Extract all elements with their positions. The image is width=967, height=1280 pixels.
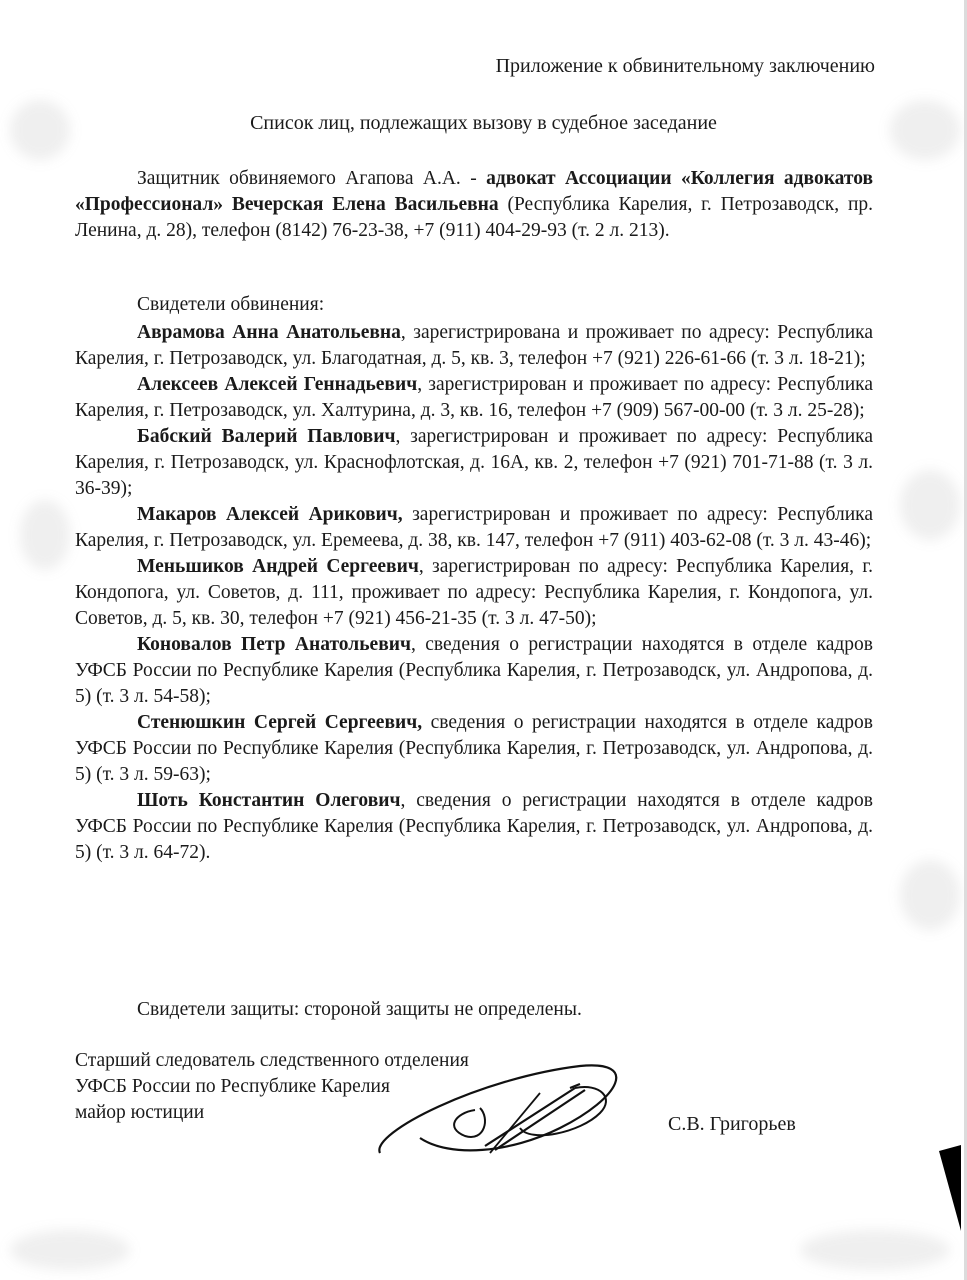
witness-details: , зарегистрирован по адресу: Республика Карелия, г. Кондопога, ул. Советов, д. 111, проживает по адресу: Республика Карелия, г. Кондопога, ул. Советов, д. 5, кв. 30, телефон +7 (921) 456-21-35 (т. 3 л. 47-50);	[75, 556, 874, 629]
defender-paragraph	[75, 166, 873, 244]
scan-smudge	[10, 1230, 130, 1270]
witness-details: , зарегистрирован и проживает по адресу: Республика Карелия, г. Петрозаводск, ул. Краснофлотская, д. 16А, кв. 2, телефон +7 (921) 701-71-88 (т. 3 л. 36-39);	[75, 426, 873, 499]
defender-intro: Защитник обвиняемого Агапова А.А. -	[137, 168, 487, 189]
witness-details: зарегистрирован и проживает по адресу: Республика Карелия, г. Петрозаводск, ул. Еремеева, д. 38, кв. 147, телефон +7 (911) 403-62-08 (т. 3 л. 43-46);	[75, 504, 873, 551]
witness-entry	[75, 424, 873, 502]
signatory-line: УФСБ России по Республике Карелия	[75, 1076, 390, 1097]
witness-name: Меньшиков Андрей Сергеевич	[137, 556, 419, 577]
scan-smudge	[20, 500, 70, 570]
witness-name: Макаров Алексей Арикович,	[137, 504, 403, 525]
witnesses-header: Свидетели обвинения:	[137, 294, 325, 315]
witness-name: Коновалов Петр Анатольевич	[137, 634, 411, 655]
witness-entry	[75, 788, 873, 866]
list-title	[0, 112, 967, 135]
signatory-name: С.В. Григорьев	[668, 1113, 796, 1135]
witness-entry	[75, 710, 873, 788]
signatory-line: Старший следователь следственного отделения	[75, 1050, 469, 1071]
witness-name: Бабский Валерий Павлович	[137, 426, 396, 447]
annex-title: Приложение к обвинительному заключению	[495, 55, 875, 77]
defense-witnesses: Свидетели защиты: стороной защиты не определены.	[137, 999, 582, 1020]
scan-smudge	[800, 1230, 950, 1270]
witness-entry	[75, 372, 873, 424]
witness-name: Шоть Константин Олегович	[137, 790, 401, 811]
defender-name: адвокат Ассоциации «Коллегия адвокатов «Профессионал» Вечерская Елена Васильевна	[75, 168, 873, 215]
witness-name: Стенюшкин Сергей Сергеевич,	[137, 712, 423, 733]
scan-smudge	[900, 860, 960, 930]
signatory-line: майор юстиции	[75, 1102, 205, 1123]
witness-details: , зарегистрирована и проживает по адресу: Республика Карелия, г. Петрозаводск, ул. Благодатная, д. 5, кв. 3, телефон +7 (921) 226-61-66 (т. 3 л. 18-21);	[75, 322, 873, 369]
witness-list	[75, 320, 873, 866]
list-title-text: Список лиц, подлежащих вызову в судебное заседание	[250, 112, 717, 134]
witness-details: , сведения о регистрации находятся в отделе кадров УФСБ России по Республике Карелия (Республика Карелия, г. Петрозаводск, ул. Андропова, д. 5) (т. 3 л. 64-72).	[75, 790, 874, 863]
scan-smudge	[900, 470, 960, 540]
witness-details: , зарегистрирован и проживает по адресу: Республика Карелия, г. Петрозаводск, ул. Халтурина, д. 3, кв. 16, телефон +7 (909) 567-00-00 (т. 3 л. 25-28);	[75, 374, 874, 421]
handwritten-signature	[360, 1058, 670, 1168]
scan-artifact	[937, 1143, 967, 1233]
witness-entry	[75, 320, 873, 372]
defender-details: (Республика Карелия, г. Петрозаводск, пр. Ленина, д. 28), телефон (8142) 76-23-38, +7 (911) 404-29-93 (т. 2 л. 213).	[75, 194, 874, 241]
witness-name: Алексеев Алексей Геннадьевич	[137, 374, 418, 395]
witness-entry	[75, 632, 873, 710]
witness-details: сведения о регистрации находятся в отделе кадров УФСБ России по Республике Карелия (Республика Карелия, г. Петрозаводск, ул. Андропова, д. 5) (т. 3 л. 59-63);	[75, 712, 873, 785]
witness-name: Аврамова Анна Анатольевна	[137, 322, 401, 343]
witness-entry	[75, 554, 873, 632]
witness-details: , сведения о регистрации находятся в отделе кадров УФСБ России по Республике Карелия (Республика Карелия, г. Петрозаводск, ул. Андропова, д. 5) (т. 3 л. 54-58);	[75, 634, 874, 707]
witness-entry	[75, 502, 873, 554]
